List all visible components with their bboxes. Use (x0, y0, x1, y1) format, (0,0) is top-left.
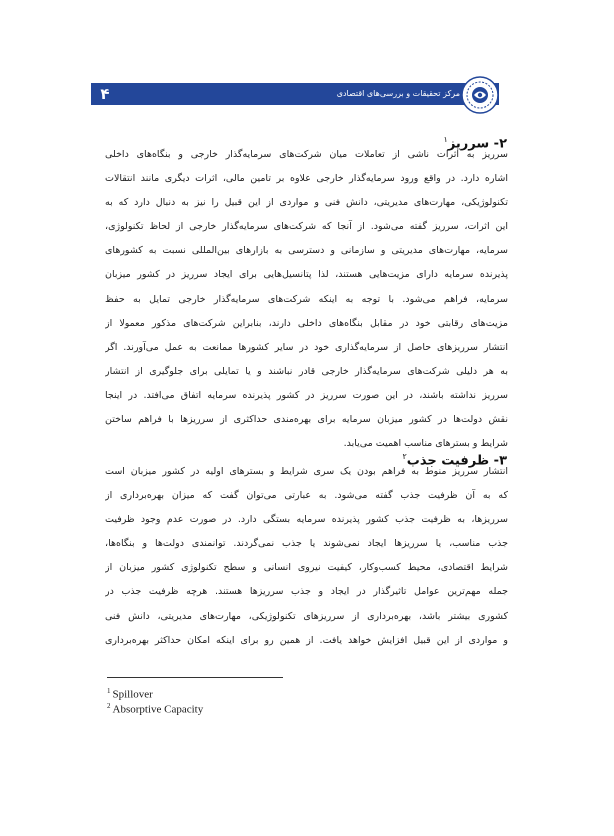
text-line: شرایط اقتصادی، محیط کسب‌وکار، کیفیت نیروی انسانی و سطح تکنولوژی کشور میزبان از (105, 562, 508, 574)
text-line: نقش دولت‌ها در کشور میزبان سرمایه برای بهره‌مندی حداکثری از سرریزها با فراهم ساختن (105, 414, 508, 426)
header-institution-label: مرکز تحقیقات و بررسی‌های اقتصادی (336, 89, 460, 98)
text-line: تکنولوژیکی، مهارت‌های مدیریتی، دانش فنی و مواردی از این قبیل را نیز به دنبال دارد که به (105, 197, 508, 209)
institution-logo-icon (461, 76, 499, 114)
text-line: مزیت‌های رقابتی خود در مقابل بنگاه‌های داخلی دارند، بنابراین شرکت‌های مذکور معمولا از (105, 317, 508, 329)
text-line: سرمایه، فراهم می‌شود. با توجه به اینکه شرکت‌های سرمایه‌گذار خارجی تمایل به حفظ (105, 293, 508, 305)
text-line: که به آن ظرفیت جذب گفته می‌شود. به عبارتی می‌توان گفت که میزان بهره‌برداری از (105, 490, 508, 502)
footnote-ref-2: ۲ (402, 452, 407, 461)
text-line: سرریز به اثرات ناشی از تعاملات میان شرکت‌های سرمایه‌گذار خارجی و بنگاه‌های داخلی (105, 149, 508, 160)
footnotes (107, 684, 203, 714)
text-line: سرمایه، مهارت‌های مدیریتی و سازمانی و دسترسی به بازارهای بین‌المللی نسبت به کشورهای (105, 245, 508, 257)
text-line: و مواردی از این قبیل افزایش خواهد یافت. از همین رو برای اینکه امکان حداکثر بهره‌برداری (105, 634, 508, 646)
page-number: ۴ (100, 85, 110, 103)
text-line: اشاره دارد. در واقع ورود سرمایه‌گذار خارجی علاوه بر تامین مالی، اثرات دیگری مانند انتقالات (105, 173, 508, 185)
text-line: این اثرات، سرریز گفته می‌شود. از آنجا که شرکت‌های سرمایه‌گذار خارجی از لحاظ تکنولوژی، (105, 221, 508, 233)
text-line: پذیرنده سرمایه دارای مزیت‌هایی هستند، لذا پتانسیل‌هایی برای ایجاد سرریز در کشور میزبان (105, 269, 508, 281)
text-line: کشوری بیشتر باشد، بهره‌برداری از سرریزهای تکنولوژیکی، مهارت‌های مدیریتی، دانش فنی (105, 610, 508, 622)
section-body-spillover (105, 143, 508, 456)
footnote-divider (107, 677, 283, 678)
section-heading-spillover: ۲- سرریز$^۱$ (443, 135, 507, 152)
text-line: جمله مهم‌ترین عوامل تاثیرگذار در ایجاد و جذب سرریزها هستند. هرچه ظرفیت جذب در (105, 586, 508, 598)
footnote-1: $^1$ Spillover (107, 687, 153, 701)
text-line: شرایط و بسترهای مناسب اهمیت می‌یابد. (343, 438, 508, 450)
text-line: سرریزها، به ظرفیت جذب کشور پذیرنده سرمایه بستگی دارد. در صورت عدم وجود ظرفیت (105, 514, 508, 526)
text-line: سرریز نداشته باشند، در این صورت سرریز در کشور پذیرنده سرمایه اتفاق می‌افتد. در اینجا (105, 389, 508, 401)
footnote-ref-1: ۱ (443, 135, 448, 144)
section-heading-absorptive-capacity: ۳- ظرفیت جذب$^۲$ (402, 452, 507, 469)
text-line: جذب مناسب، یا سرریزها ایجاد نمی‌شوند یا جذب نمی‌گردند. توانمندی دولت‌ها و بنگاه‌ها، (105, 538, 508, 550)
text-line: انتشار سرریزهای حاصل از سرمایه‌گذاری خود در سایر کشورها ممانعت به عمل می‌آورند. اگر (105, 341, 508, 353)
text-line: به هر دلیلی شرکت‌های سرمایه‌گذار خارجی قادر نباشند و یا تمایلی برای جلوگیری از انتشار (105, 365, 508, 377)
text-line: انتشار سرریز منوط به فراهم بودن یک سری شرایط و بسترهای اولیه در کشور میزبان است (105, 466, 508, 477)
section-body-absorptive-capacity (105, 460, 508, 653)
footnote-2: $^2$ Absorptive Capacity (107, 702, 204, 716)
